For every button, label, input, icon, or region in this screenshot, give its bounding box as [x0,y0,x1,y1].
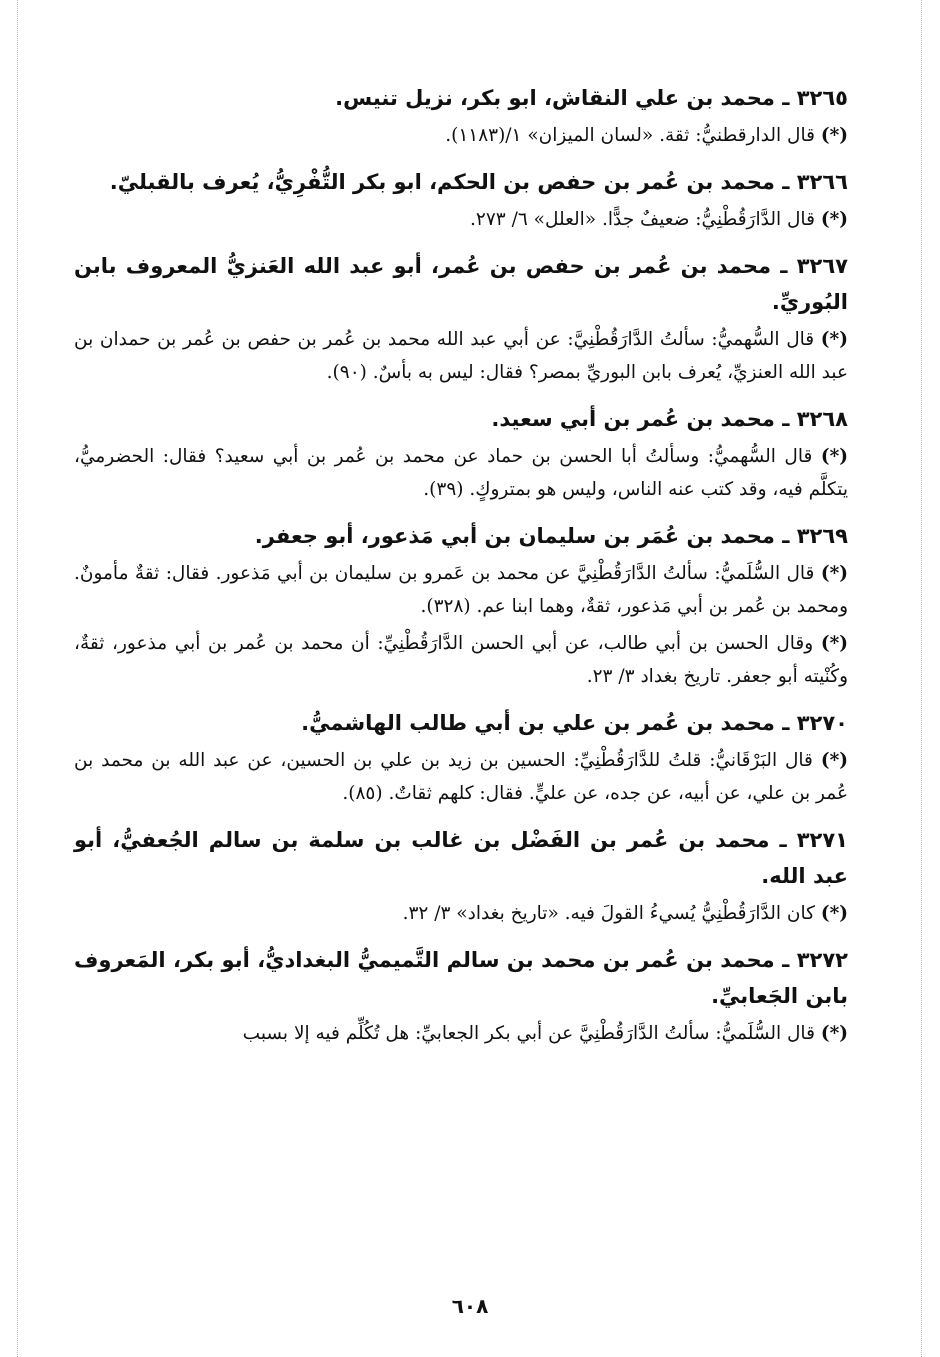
entry-heading [74,822,848,894]
entry-number: ٣٢٧٢ [796,948,849,972]
entry-heading [74,80,848,116]
entry-heading [74,164,848,200]
entry-quote [74,323,848,389]
entry-quote [74,119,848,152]
right-margin-dotted-line [921,0,922,1357]
quote-text: قال الدَّارَقُطْنِيُّ: ضعيفٌ جدًّا. «العلل» ٦/ ٢٧٣. [470,209,815,230]
biography-entry [74,942,848,1050]
page-content [74,80,848,1062]
asterisk-marker: (*) [820,125,848,146]
entry-title: محمد بن عُمر بن حفص بن عُمر، أبو عبد الله العَنزيُّ المعروف بابن البُوريِّ. [74,254,848,314]
entry-quote [74,627,848,693]
entry-quote [74,744,848,810]
quote-text: قال السُّهميُّ: وسألتُ أبا الحسن بن حماد عن محمد بن عُمر بن أبي سعيد؟ فقال: الحضرميُّ، يتكلَّم فيه، وقد كتب عنه الناس، وليس هو بمتروكٍ. (٣٩). [74,446,848,500]
biography-entry [74,80,848,152]
entry-heading [74,705,848,741]
asterisk-marker: (*) [820,903,848,924]
entry-number: ٣٢٦٧ [796,254,849,278]
quote-text: كان الدَّارَقُطْنِيُّ يُسيءُ القولَ فيه. «تاريخ بغداد» ٣/ ٣٢. [402,903,815,924]
asterisk-marker: (*) [820,750,848,771]
entry-title: محمد بن علي النقاش، ابو بكر، نزيل تنيس. [335,86,775,110]
biography-entry [74,401,848,506]
entry-dash: ـ [780,254,788,278]
asterisk-marker: (*) [820,446,848,467]
biography-entry [74,518,848,693]
entry-heading [74,248,848,320]
entry-heading [74,401,848,437]
entry-quote [74,440,848,506]
entry-dash: ـ [782,524,790,548]
quote-text: قال السُّهميُّ: سألتُ الدَّارَقُطْنِيَّ: عن أبي عبد الله محمد بن عُمر بن حفص بن عُمر بن حمدان بن عبد الله العنزيِّ، يُعرف بابن البوريِّ بمصر؟ فقال: ليس به بأسٌ. (٩٠). [74,329,848,383]
entry-number: ٣٢٦٥ [796,86,848,110]
page-number: ٦٠٨ [451,1294,489,1318]
entry-dash: ـ [782,948,790,972]
entry-dash: ـ [779,828,787,852]
entry-title: محمد بن عُمر بن الفَضْل بن غالب بن سلمة بن سالم الجُعفيُّ، أبو عبد الله. [74,828,848,888]
entry-number: ٣٢٦٨ [796,407,848,431]
asterisk-marker: (*) [820,1023,848,1044]
entry-dash: ـ [782,170,790,194]
entry-number: ٣٢٦٦ [796,170,848,194]
entry-title: محمد بن عُمر بن أبي سعيد. [491,407,775,431]
entry-quote [74,557,848,623]
entry-number: ٣٢٧١ [796,828,848,852]
entry-heading [74,942,848,1014]
biography-entry [74,248,848,389]
asterisk-marker: (*) [820,329,848,350]
entry-dash: ـ [782,86,790,110]
entry-title: محمد بن عُمر بن علي بن أبي طالب الهاشميُّ. [301,711,775,735]
entry-title: محمد بن عُمَر بن سليمان بن أبي مَذعور، أبو جعفر. [254,524,775,548]
entry-heading [74,518,848,554]
entry-title: محمد بن عُمر بن حفص بن الحكم، ابو بكر التُّفْرِيُّ، يُعرف بالقبليّ. [109,170,775,194]
asterisk-marker: (*) [820,563,848,584]
quote-text: قال السُّلَميُّ: سألتُ الدَّارَقُطْنِيَّ عن محمد بن عَمرو بن سليمان بن أبي مَذعور. فقال: ثقةٌ مأمونٌ. ومحمد بن عُمر بن أبي مَذعور، ثقةٌ، وهما ابنا عم. (٣٢٨). [74,563,848,617]
biography-entry [74,164,848,236]
entry-number: ٣٢٧٠ [796,711,848,735]
asterisk-marker: (*) [820,209,848,230]
entry-quote [74,897,848,930]
quote-text: قال الدارقطنيُّ: ثقة. «لسان الميزان» ١/(١١٨٣). [445,125,815,146]
left-margin-dotted-line [17,0,18,1357]
entry-dash: ـ [782,711,790,735]
entry-title: محمد بن عُمر بن محمد بن سالم التَّميميُّ البغداديُّ، أبو بكر، المَعروف بابن الجَعابيِّ. [74,948,848,1008]
entry-quote [74,1017,848,1050]
biography-entry [74,822,848,930]
asterisk-marker: (*) [820,633,848,654]
entry-number: ٣٢٦٩ [796,524,848,548]
entry-dash: ـ [782,407,790,431]
quote-text: قال البَرْقَانيُّ: قلتُ للدَّارَقُطْنِيِّ: الحسين بن زيد بن علي بن الحسين، عن عبد الله بن محمد بن عُمر بن علي، عن أبيه، عن جده، عن عليٍّ. فقال: كلهم ثقاتٌ. (٨٥). [74,750,848,804]
biography-entry [74,705,848,810]
quote-text: قال السُّلَميُّ: سألتُ الدَّارَقُطْنِيَّ عن أبي بكر الجعابيِّ: هل تُكُلِّم فيه إلا بسبب [242,1023,815,1044]
quote-text: وقال الحسن بن أبي طالب، عن أبي الحسن الدَّارَقُطْنِيِّ: أن محمد بن عُمر بن أبي مذعور، ثقةٌ، وكُنْيته أبو جعفر. تاريخ بغداد ٣/ ٢٣. [74,633,848,687]
entry-quote [74,203,848,236]
